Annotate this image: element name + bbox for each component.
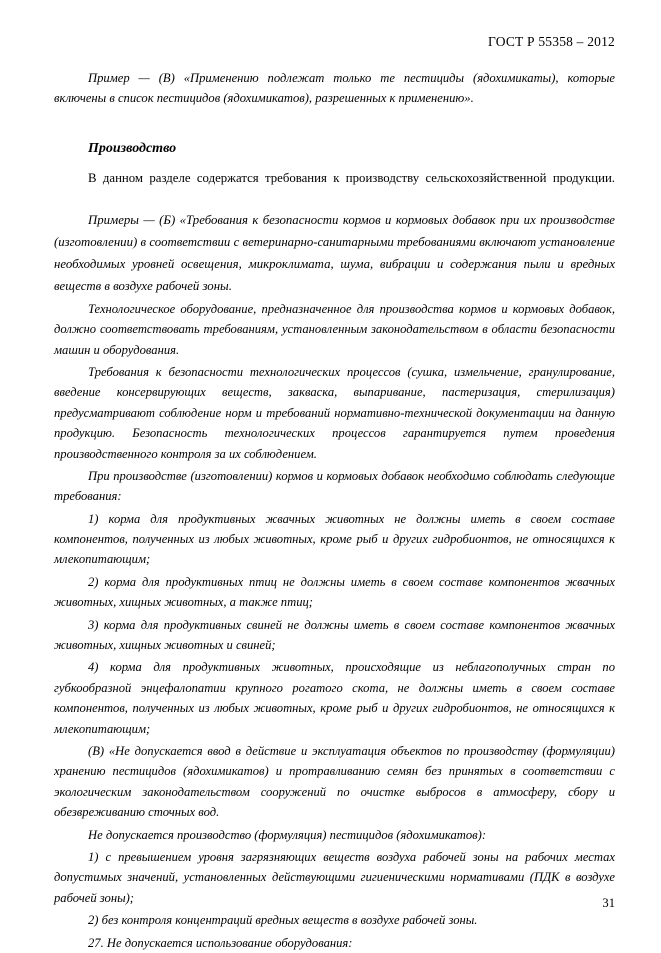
paragraph-27: 27. Не допускается использование оборудования:: [88, 935, 353, 950]
list-item-2: 2) корма для продуктивных птиц не должны иметь в своем составе компонентов жвачных животных, хищных животных, а также птиц;: [54, 574, 615, 610]
spacer: [54, 111, 615, 125]
paragraph-tech-equipment: Технологическое оборудование, предназначенное для производства кормов и кормовых добавок, должно соответствовать требованиям, установленным законодательством в области безопасности машин и оборудования.: [54, 301, 615, 357]
list-item-3: 3) корма для продуктивных свиней не должны иметь в своем составе компонентов жвачных животных, хищных животных и свиней;: [54, 617, 615, 653]
not-allowed-item-2: 2) без контроля концентраций вредных веществ в воздухе рабочей зоны.: [88, 913, 478, 928]
list-item-1: 1) корма для продуктивных жвачных животных не должны иметь в своем составе компонентов, полученных из любых животных, кроме рыб и других гидробионтов, не относящихся к млекопитающим;: [54, 511, 615, 567]
paragraph-intro: В данном разделе содержатся требования к производству сельскохозяйственной продукции.: [88, 170, 615, 185]
document-header: ГОСТ Р 55358 – 2012: [488, 34, 615, 49]
not-allowed-item-1: 1) с превышением уровня загрязняющих веществ воздуха рабочей зоны на рабочих местах допустимых значений, установленных действующими гигиеническими нормативами (ПДК в воздухе рабочей зоны);: [54, 849, 615, 905]
paragraph-tech-processes: Требования к безопасности технологических процессов (сушка, измельчение, гранулирование, введение консервирующих веществ, закваска, выпаривание, пастеризация, стерилизация) предусматривают соблюдение норм и требований нормативно-технической документации на данную продукцию. Безопасность технологических процессов гарантируется путем проведения производственного контроля за их соблюдением.: [54, 364, 615, 461]
paragraph-not-allowed-intro: Не допускается производство (формуляция) пестицидов (ядохимикатов):: [88, 827, 487, 842]
paragraph-item-v: (В) «Не допускается ввод в действие и эксплуатация объектов по производству (формуляции) хранению пестицидов (ядохимикатов) и протравливанию семян без принятых в соответствии с экологическим законодательством сооружений по очистке выбросов в атмосферу, сбору и обезвреживанию сточных вод.: [54, 743, 615, 820]
paragraph-example-b-1: Пример — (В) «Применению подлежат только те пестициды (ядохимикаты), которые включены в список пестицидов (ядохимикатов), разрешенных к применению».: [54, 71, 615, 106]
paragraph-production-requirements: При производстве (изготовлении) кормов и кормовых добавок необходимо соблюдать следующие требования:: [54, 468, 615, 504]
section-heading-production: Производство: [88, 140, 177, 156]
paragraph-examples-b-intro: Примеры — (Б) «Требования к безопасности кормов и кормовых добавок при их производстве (изготовлении) в соответствии с ветеринарно-санитарными требованиями включают установление необходимых уровней освещения, микроклимата, шума, вибрации и содержания пыли и вредных веществ в воздухе рабочей зоны.: [54, 212, 615, 293]
spacer: [54, 191, 615, 209]
page-number: 31: [602, 896, 615, 910]
list-item-4: 4) корма для продуктивных животных, происходящие из неблагополучных стран по губкообразной энцефалопатии крупного рогатого скота, не должны иметь в своем составе компонентов, полученных из любых животных, кроме рыб и других гидробионтов, не относящихся к млекопитающим;: [54, 660, 615, 736]
